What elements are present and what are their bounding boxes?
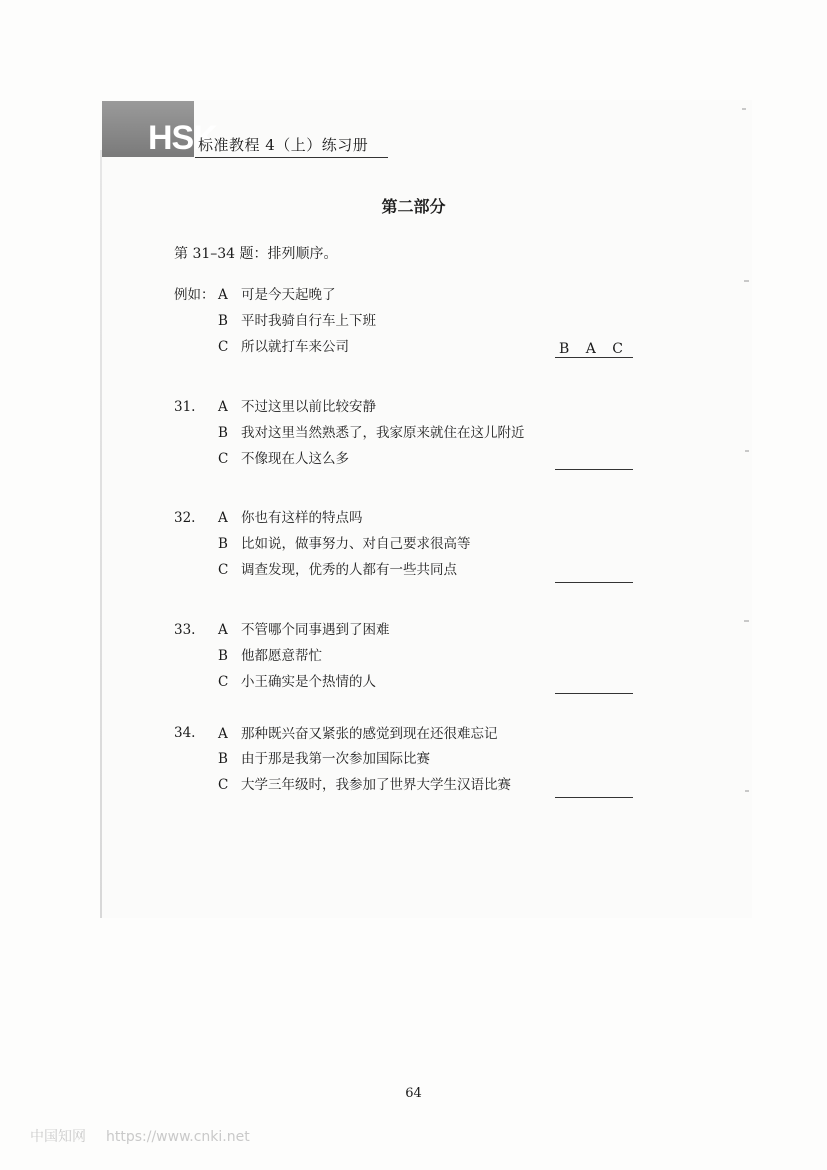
scan-edge [100, 150, 102, 918]
watermark-url: https://www.cnki.net [106, 1129, 250, 1145]
option-letter: C [218, 777, 229, 793]
option-text: 不像现在人这么多 [241, 451, 349, 467]
option-text: 小王确实是个热情的人 [241, 674, 376, 690]
option-letter: C [218, 339, 229, 355]
answer-line [555, 357, 633, 358]
option-text: 调查发现，优秀的人都有一些共同点 [241, 562, 457, 578]
page-number: 64 [405, 1086, 422, 1101]
option-letter: B [218, 536, 228, 552]
option-letter: B [218, 751, 228, 767]
option-letter: A [218, 510, 228, 526]
option-letter: C [218, 451, 229, 467]
question-number: 32. [174, 510, 196, 526]
scan-artifact [744, 620, 749, 622]
option-letter: B [218, 313, 228, 329]
answer-blank[interactable] [555, 469, 633, 470]
option-text: 比如说，做事努力、对自己要求很高等 [241, 536, 471, 552]
scan-artifact [742, 108, 746, 110]
answer-blank[interactable] [555, 582, 633, 583]
option-letter: A [218, 622, 228, 638]
scan-artifact [744, 280, 749, 282]
option-text: 你也有这样的特点吗 [241, 510, 363, 526]
section-title: 第二部分 [381, 197, 446, 216]
option-text: 平时我骑自行车上下班 [241, 313, 376, 329]
option-letter: B [218, 648, 228, 664]
option-letter: B [218, 425, 228, 441]
option-text: 可是今天起晚了 [241, 287, 336, 303]
question-number: 33. [174, 622, 196, 638]
scan-artifact [745, 790, 749, 792]
answer-blank[interactable] [555, 693, 633, 694]
option-text: 他都愿意帮忙 [241, 648, 322, 664]
option-text: 那种既兴奋又紧张的感觉到现在还很难忘记 [241, 726, 498, 742]
option-letter: C [218, 674, 229, 690]
option-text: 大学三年级时，我参加了世界大学生汉语比赛 [241, 777, 511, 793]
watermark [30, 1127, 250, 1147]
option-text: 所以就打车来公司 [241, 339, 349, 355]
header-divider [195, 157, 388, 158]
question-number: 31. [174, 399, 196, 415]
option-letter: A [218, 399, 228, 415]
scan-artifact [745, 450, 749, 452]
option-text: 我对这里当然熟悉了，我家原来就住在这儿附近 [241, 425, 525, 441]
scanned-page [100, 100, 752, 918]
section-instruction: 第 31–34 题：排列顺序。 [174, 246, 338, 262]
question-number: 34. [174, 725, 196, 741]
option-letter: C [218, 562, 229, 578]
option-letter: A [218, 726, 228, 742]
option-text: 由于那是我第一次参加国际比赛 [241, 751, 430, 767]
option-text: 不管哪个同事遇到了困难 [241, 622, 390, 638]
example-answer: B A C [558, 341, 629, 357]
watermark-name: 中国知网 [30, 1129, 86, 1145]
example-label: 例如： [174, 287, 215, 303]
series-title: 标准教程 4（上）练习册 [198, 136, 369, 154]
hsk-logo: HSK [148, 119, 217, 157]
option-letter: A [218, 287, 228, 303]
answer-blank[interactable] [555, 797, 633, 798]
option-text: 不过这里以前比较安静 [241, 399, 376, 415]
